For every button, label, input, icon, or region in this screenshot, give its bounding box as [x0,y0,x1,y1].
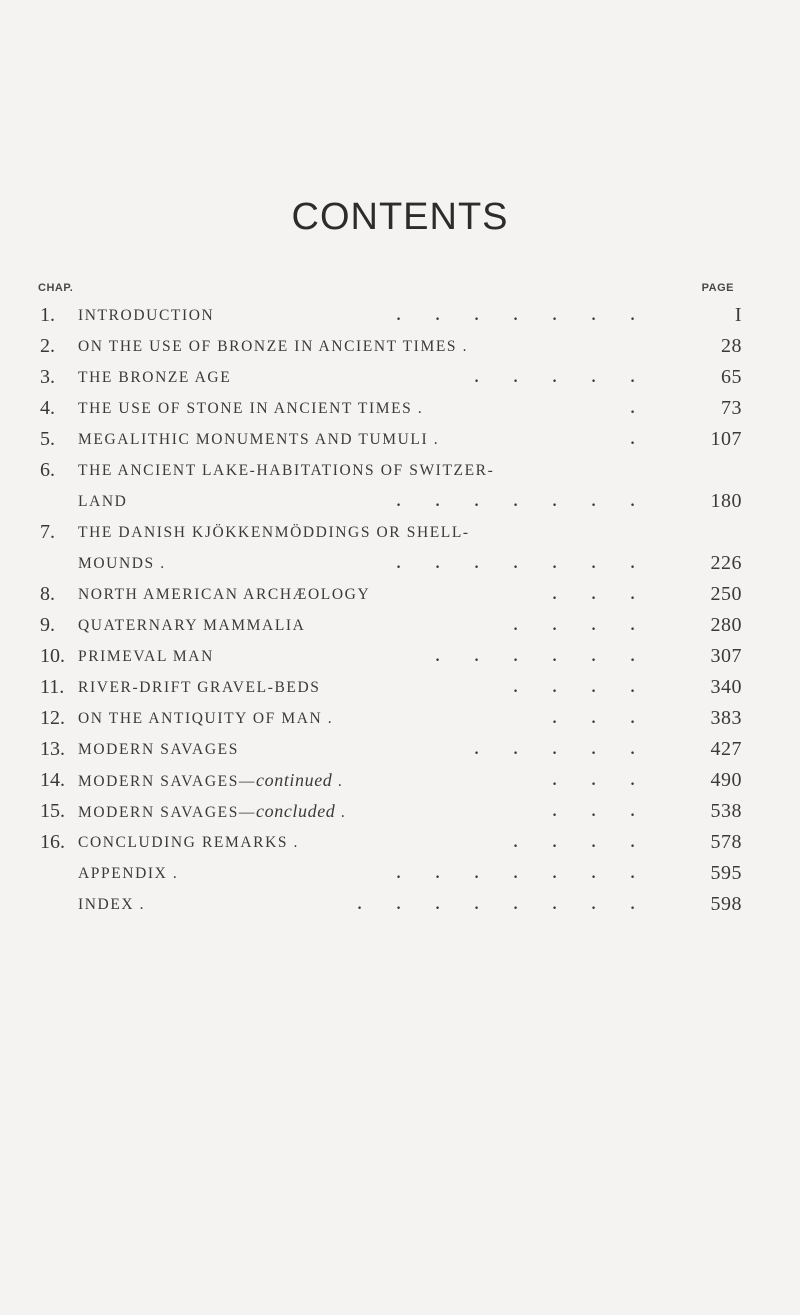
chapter-title-italic: concluded [256,801,336,821]
page-column-header: PAGE [701,282,734,294]
toc-entry[interactable] [0,455,800,486]
chapter-number: 7. [40,521,55,543]
chapter-title [78,393,652,424]
dot-leader: . . . . . . [435,648,635,665]
toc-entry[interactable] [0,858,800,889]
toc-entry[interactable] [0,796,800,827]
chapter-number: 10. [40,645,65,667]
chapter-number: 6. [40,459,55,481]
page-number: 28 [721,335,742,357]
chapter-title-text: PRIMEVAL MAN [78,648,214,665]
page-number: 598 [710,893,742,915]
toc-entry[interactable] [0,672,800,703]
chapter-title-text: ON THE ANTIQUITY OF MAN . [78,710,334,727]
chapter-title-text: MODERN SAVAGES— [78,773,257,790]
chapter-title [78,331,652,362]
page-number: 578 [710,831,742,853]
dot-leader: . . . . [513,679,635,696]
toc-entry[interactable] [0,579,800,610]
toc-entry[interactable] [0,331,800,362]
toc-entry[interactable] [0,765,800,796]
toc-entry[interactable] [0,641,800,672]
page-number: 107 [710,428,742,450]
page-number: 490 [710,769,742,791]
dot-leader: . . . . . [474,369,635,386]
chapter-title-tail: . [332,773,344,790]
dot-leader: . . . . . [474,741,635,758]
toc-entry[interactable] [0,517,800,548]
dot-leader: . . . [552,710,635,727]
page-number: 280 [710,614,742,636]
table-of-contents [0,300,800,920]
chapter-title-text: ON THE USE OF BRONZE IN ANCIENT TIMES . [78,338,469,355]
chapter-title-text: RIVER-DRIFT GRAVEL-BEDS [78,679,321,696]
chapter-number: 16. [40,831,65,853]
dot-leader: . . . . [513,617,635,634]
chapter-title-text: THE DANISH KJÖKKENMÖDDINGS OR SHELL- [78,524,470,541]
page-number: 65 [721,366,742,388]
chapter-title [78,517,652,548]
toc-entry[interactable] [0,548,800,579]
chapter-title-text: INTRODUCTION [78,307,215,324]
chapter-column-header: CHAP. [38,282,74,294]
chapter-title-text: MODERN SAVAGES [78,741,239,758]
dot-leader: . . . [552,772,635,789]
dot-leader: . . . [552,803,635,820]
page-number: 250 [710,583,742,605]
chapter-number: 11. [40,676,65,698]
toc-entry[interactable] [0,827,800,858]
chapter-title-text: THE USE OF STONE IN ANCIENT TIMES . [78,400,424,417]
chapter-number: 14. [40,769,65,791]
chapter-number: 2. [40,335,55,357]
dot-leader: . . . . . . . . [357,896,635,913]
page-title: CONTENTS [291,196,509,238]
chapter-title-text: QUATERNARY MAMMALIA [78,617,306,634]
toc-entry[interactable] [0,424,800,455]
dot-leader: . [630,400,635,417]
page-number: 427 [710,738,742,760]
chapter-title-text: LAND [78,493,128,510]
page-number: 383 [710,707,742,729]
chapter-title-text: THE ANCIENT LAKE-HABITATIONS OF SWITZER- [78,462,495,479]
toc-entry[interactable] [0,393,800,424]
page-number: I [734,304,742,326]
page-number: 307 [710,645,742,667]
chapter-title-text: MEGALITHIC MONUMENTS AND TUMULI . [78,431,440,448]
chapter-title-text: MODERN SAVAGES— [78,804,257,821]
dot-leader: . . . . . . . [396,307,635,324]
chapter-number: 3. [40,366,55,388]
toc-entry[interactable] [0,703,800,734]
page-number: 73 [721,397,742,419]
dot-leader: . . . . . . . [396,865,635,882]
chapter-title [78,455,652,486]
chapter-number: 12. [40,707,65,729]
chapter-number: 9. [40,614,55,636]
chapter-title-text: THE BRONZE AGE [78,369,232,386]
page-number: 226 [710,552,742,574]
dot-leader: . . . . . . . [396,493,635,510]
chapter-number: 15. [40,800,65,822]
dot-leader: . . . [552,586,635,603]
dot-leader: . [630,431,635,448]
toc-entry[interactable] [0,362,800,393]
chapter-number: 5. [40,428,55,450]
chapter-number: 13. [40,738,65,760]
chapter-title-text: APPENDIX . [78,865,179,882]
chapter-title-tail: . [335,804,347,821]
page-number: 180 [710,490,742,512]
chapter-number: 1. [40,304,55,326]
chapter-number: 4. [40,397,55,419]
toc-entry[interactable] [0,889,800,920]
toc-entry[interactable] [0,300,800,331]
page-number: 340 [710,676,742,698]
dot-leader: . . . . [513,834,635,851]
page-number: 538 [710,800,742,822]
dot-leader: . . . . . . . [396,555,635,572]
chapter-title [78,424,652,455]
page-number: 595 [710,862,742,884]
toc-entry[interactable] [0,486,800,517]
toc-entry[interactable] [0,610,800,641]
chapter-title-text: MOUNDS . [78,555,166,572]
chapter-number: 8. [40,583,55,605]
toc-entry[interactable] [0,734,800,765]
chapter-title-text: NORTH AMERICAN ARCHÆOLOGY [78,586,371,603]
chapter-title-italic: continued [256,770,333,790]
chapter-title-text: INDEX . [78,896,146,913]
chapter-title-text: CONCLUDING REMARKS . [78,834,300,851]
